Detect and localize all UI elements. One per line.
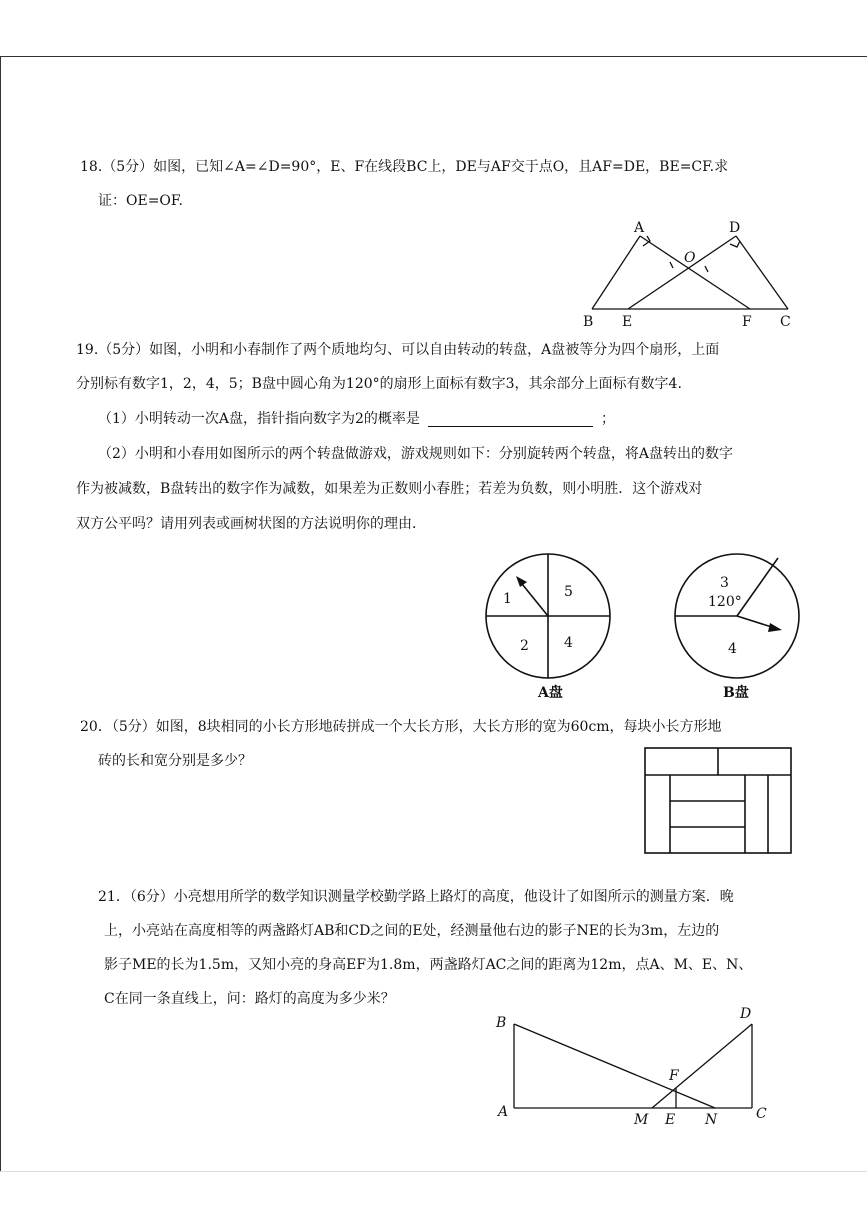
q21-label-c: C: [756, 1106, 767, 1122]
q18-label-o: O: [684, 250, 696, 266]
disk-b-num-4: 4: [728, 641, 737, 657]
disk-a-num-5: 5: [564, 584, 573, 600]
q20-text-line2: 砖的长和宽分别是多少？: [98, 753, 252, 769]
q18-label-c: C: [780, 314, 791, 330]
disk-b-num-3: 3: [720, 575, 729, 591]
q21-label-e: E: [665, 1112, 676, 1128]
q21-text-line4: C在同一条直线上，问：路灯的高度为多少米？: [104, 991, 395, 1007]
q20-text-line1: 20．（5分）如图，8块相同的小长方形地砖拼成一个大长方形，大长方形的宽为60cm，每块小长方形地: [80, 719, 722, 735]
disk-a-num-4: 4: [564, 635, 573, 651]
q21-text-line2: 上，小亮站在高度相等的两盏路灯AB和CD之间的E处，经测量他右边的影子NE的长为3m，左边的: [104, 923, 720, 939]
q21-label-b: B: [496, 1015, 507, 1031]
q21-label-n: N: [705, 1112, 718, 1128]
q18-label-d: D: [729, 220, 741, 236]
q19-part2-line3: 双方公平吗？请用列表或画树状图的方法说明你的理由．: [76, 516, 426, 532]
ray-bn: [514, 1024, 715, 1108]
q18-label-a: A: [634, 220, 645, 236]
disk-a-num-2: 2: [520, 638, 529, 654]
q21-text-line3: 影子ME的长为1.5m，又知小亮的身高EF为1.8m，两盏路灯AC之间的距离为12m，点A、M、E、N、: [104, 957, 753, 973]
q21-text-line1: 21．（6分）小亮想用所学的数学知识测量学校勤学路上路灯的高度，他设计了如图所示的测量方案．晚: [98, 889, 734, 905]
disk-b-angle-label: 120°: [708, 594, 742, 610]
disk-a-caption: A盘: [538, 685, 563, 701]
q21-label-d: D: [740, 1006, 752, 1022]
disk-a-num-1: 1: [503, 591, 512, 607]
ray-dm: [652, 1024, 752, 1108]
q19-part2-line1: （2）小明和小春用如图所示的两个转盘做游戏，游戏规则如下：分别旋转两个转盘，将A盘转出的数字: [98, 446, 734, 462]
q18-text-line1: 18.（5分）如图，已知∠A=∠D=90°，E、F在线段BC上，DE与AF交于点O，且AF=DE，BE=CF.求: [80, 159, 729, 175]
q19-part1-end: ；: [600, 411, 615, 427]
q19-part2-line2: 作为被减数，B盘转出的数字作为减数，如果差为正数则小春胜；若差为负数，则小明胜．这个游戏对: [76, 481, 703, 497]
q18-label-e: E: [622, 314, 633, 330]
q18-label-b: B: [583, 314, 594, 330]
q19-text-line1: 19.（5分）如图，小明和小春制作了两个质地均匀、可以自由转动的转盘，A盘被等分为四个扇形，上面: [76, 342, 720, 358]
q18-text-line2: 证：OE=OF.: [98, 193, 183, 209]
q19-text-line2: 分别标有数字1，2，4，5；B盘中圆心角为120°的扇形上面标有数字3，其余部分上面标有数字4.: [76, 376, 682, 392]
q19-part1-text: （1）小明转动一次A盘，指针指向数字为2的概率是: [98, 411, 420, 427]
q18-label-f: F: [742, 314, 752, 330]
disk-b-caption: B盘: [723, 685, 749, 701]
q21-label-f: F: [669, 1068, 679, 1084]
q21-label-a: A: [498, 1104, 509, 1120]
q21-label-m: M: [634, 1112, 649, 1128]
